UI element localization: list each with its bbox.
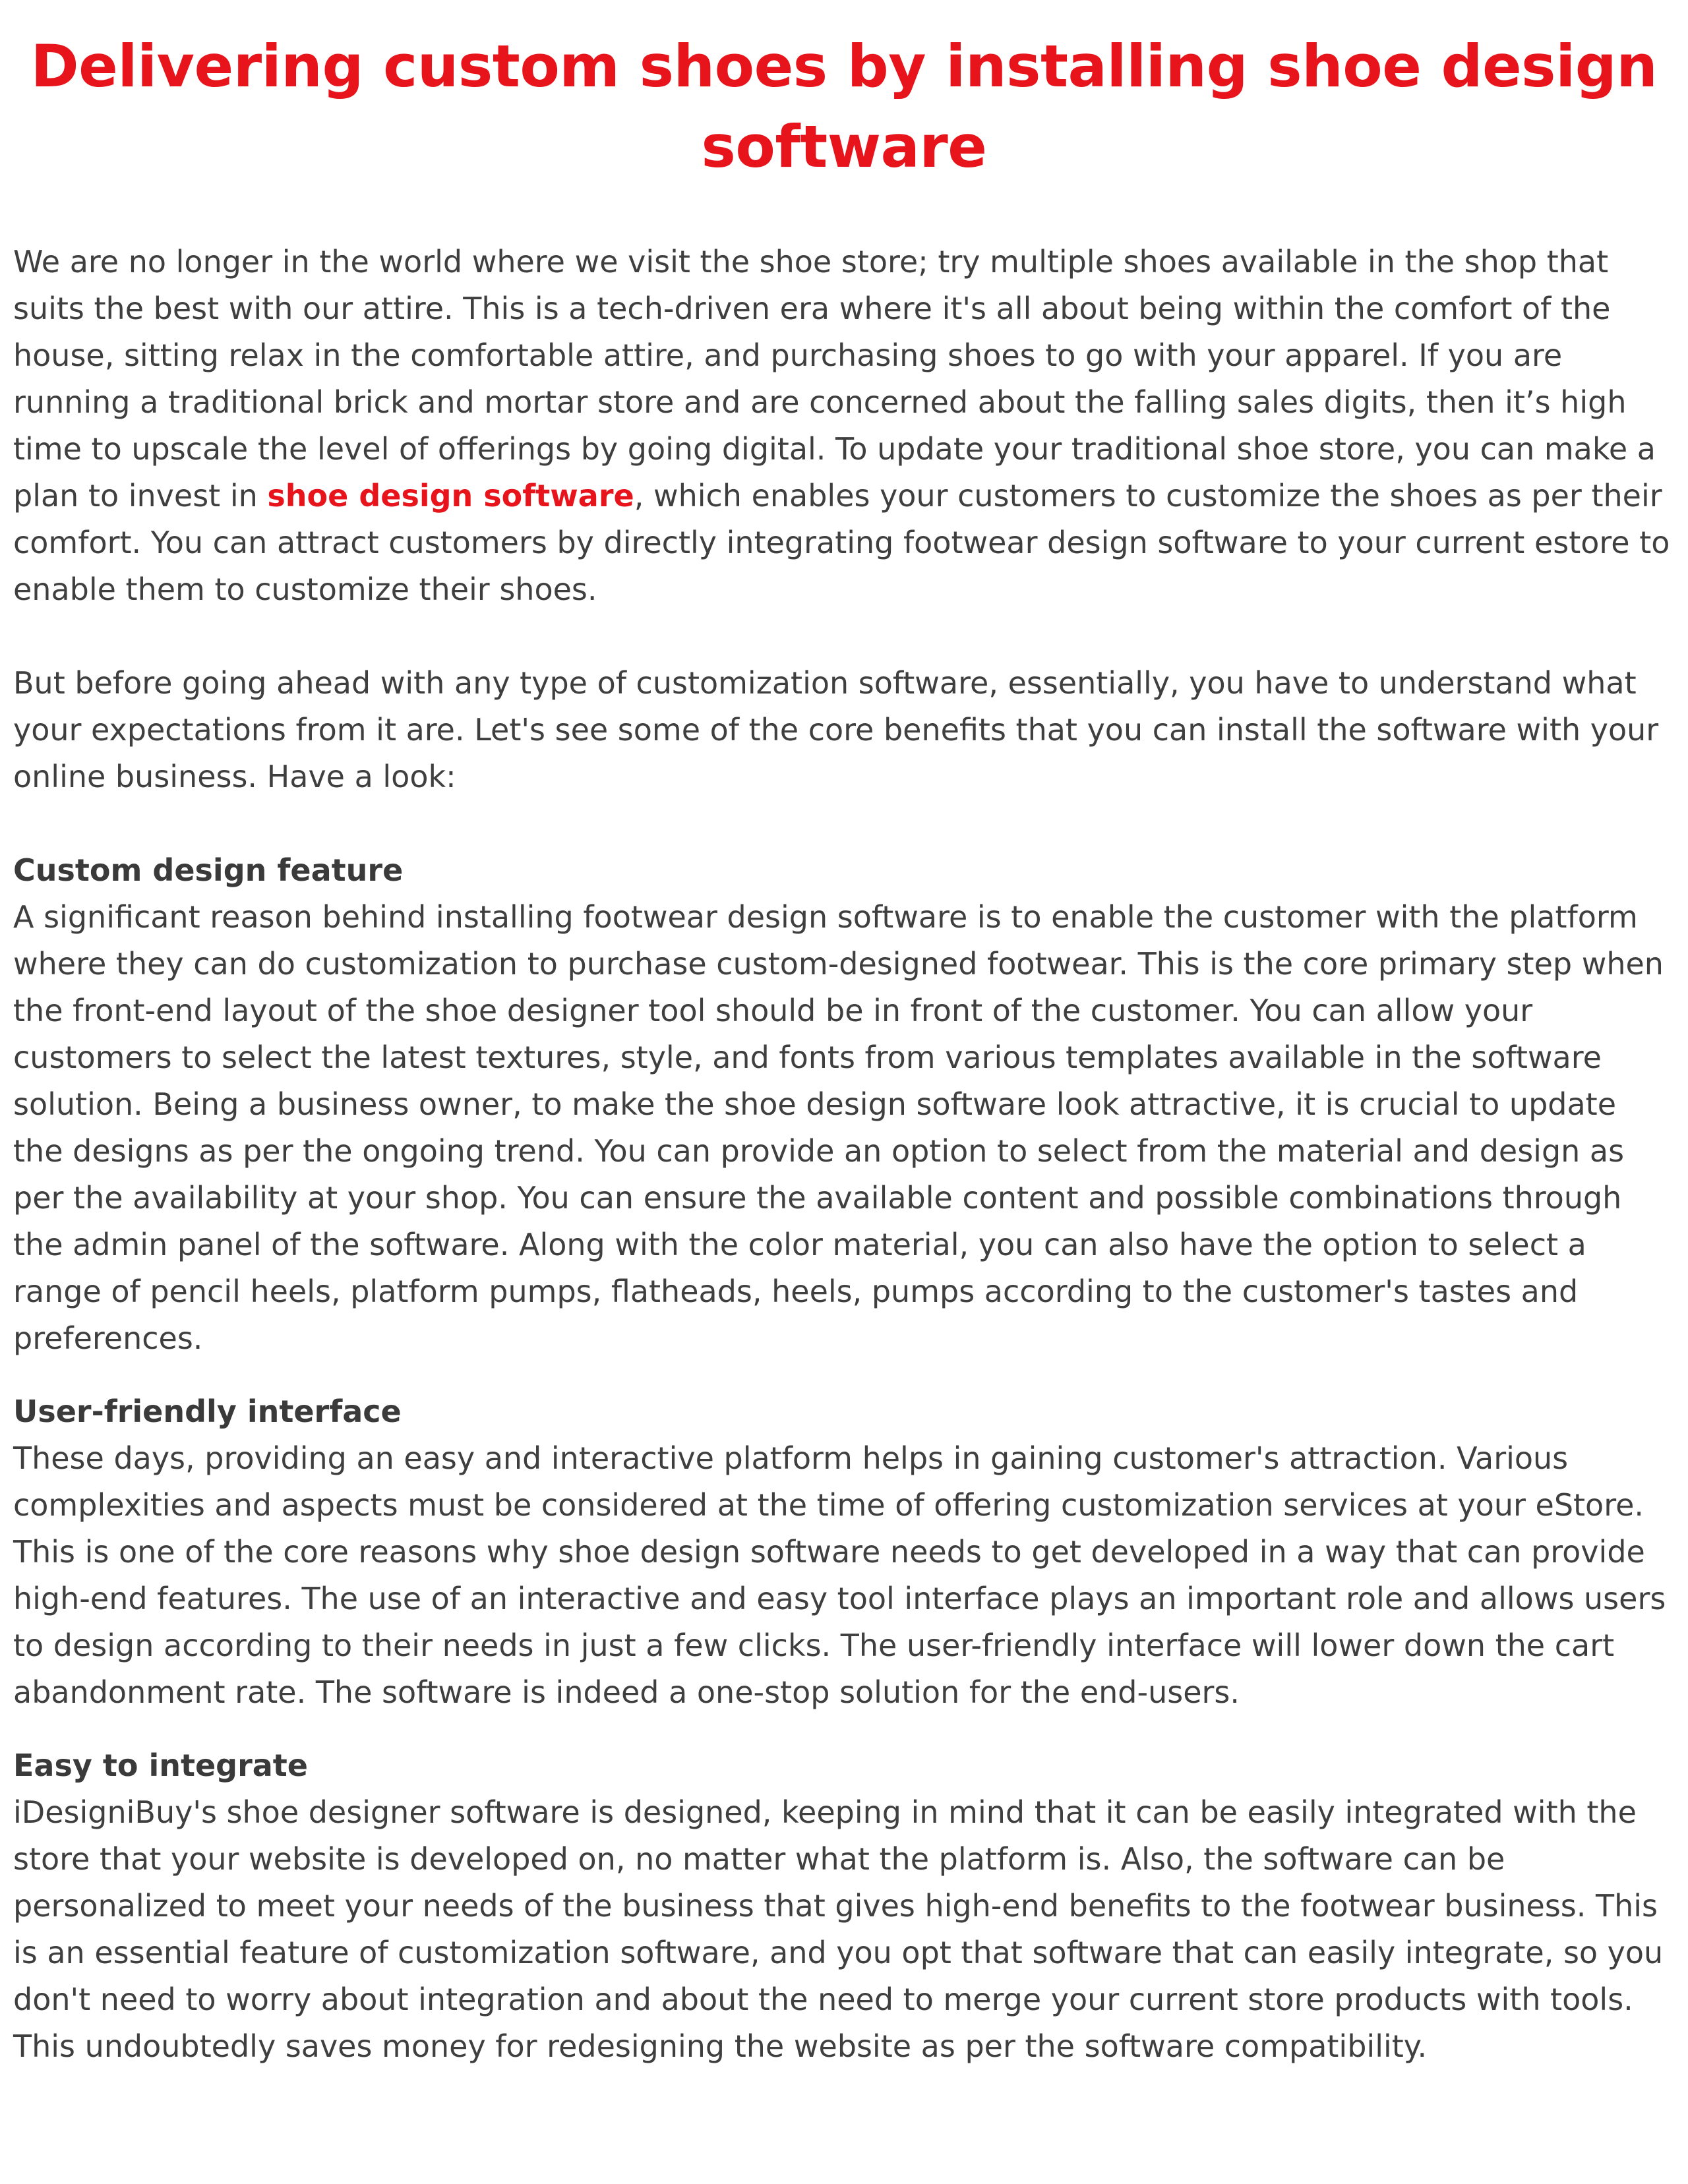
section-custom-design-feature (13, 847, 1675, 1362)
shoe-design-software-link[interactable]: shoe design software (267, 478, 634, 514)
section-user-friendly-interface (13, 1388, 1675, 1716)
intro-text-before-link: We are no longer in the world where we visit the shoe store; try multiple shoes available in the shop that suits the best with our attire. This is a tech-driven era where it's all about being within the comfort of the house, sitting relax in the comfortable attire, and purchasing shoes to go with your apparel. If you are running a traditional brick and mortar store and are concerned about the falling sales digits, then it’s high time to upscale the level of offerings by going digital. To update your traditional shoe store, you can make a plan to invest in (13, 244, 1656, 514)
page-title: Delivering custom shoes by installing shoe design software (30, 32, 1658, 181)
section-heading: User-friendly interface (13, 1394, 402, 1429)
section-body: A significant reason behind installing footwear design software is to enable the customer with the platform where they can do customization to purchase custom-designed footwear. This is the core primary step when the front-end layout of the shoe designer tool should be in front of the customer. You can allow your customers to select the latest textures, style, and fonts from various templates available in the software solution. Being a business owner, to make the shoe design software look attractive, it is crucial to update the designs as per the ongoing trend. You can provide an option to select from the material and design as per the availability at your shop. You can ensure the available content and possible combinations through the admin panel of the software. Along with the color material, you can also have the option to select a range of pencil heels, platform pumps, flatheads, heels, pumps according to the customer's tastes and preferences. (13, 899, 1664, 1356)
intro-text-after-link: , which enables your customers to customize the shoes as per their comfort. You can attract customers by directly integrating footwear design software to your current estore to enable them to customize their shoes. (13, 478, 1670, 607)
article (13, 26, 1675, 2070)
intro-paragraph (13, 239, 1675, 613)
section-body: These days, providing an easy and interactive platform helps in gaining customer's attraction. Various complexities and aspects must be considered at the time of offering customization services at your eStore. This is one of the core reasons why shoe design software needs to get developed in a way that can provide high-end features. The use of an interactive and easy tool interface plays an important role and allows users to design according to their needs in just a few clicks. The user-friendly interface will lower down the cart abandonment rate. The software is indeed a one-stop solution for the end-users. (13, 1440, 1666, 1710)
section-easy-to-integrate (13, 1742, 1675, 2070)
section-heading: Easy to integrate (13, 1748, 308, 1783)
section-heading: Custom design feature (13, 852, 404, 888)
section-body: iDesigniBuy's shoe designer software is designed, keeping in mind that it can be easily integrated with the store that your website is developed on, no matter what the platform is. Also, the software can be personalized to meet your needs of the business that gives high-end benefits to the footwear business. This is an essential feature of customization software, and you opt that software that can easily integrate, so you don't need to worry about integration and about the need to merge your current store products with tools. This undoubtedly saves money for redesigning the website as per the software compatibility. (13, 1794, 1664, 2064)
benefits-intro-paragraph: But before going ahead with any type of customization software, essentially, you have to understand what your expectations from it are. Let's see some of the core benefits that you can install the software with your online business. Have a look: (13, 665, 1659, 794)
